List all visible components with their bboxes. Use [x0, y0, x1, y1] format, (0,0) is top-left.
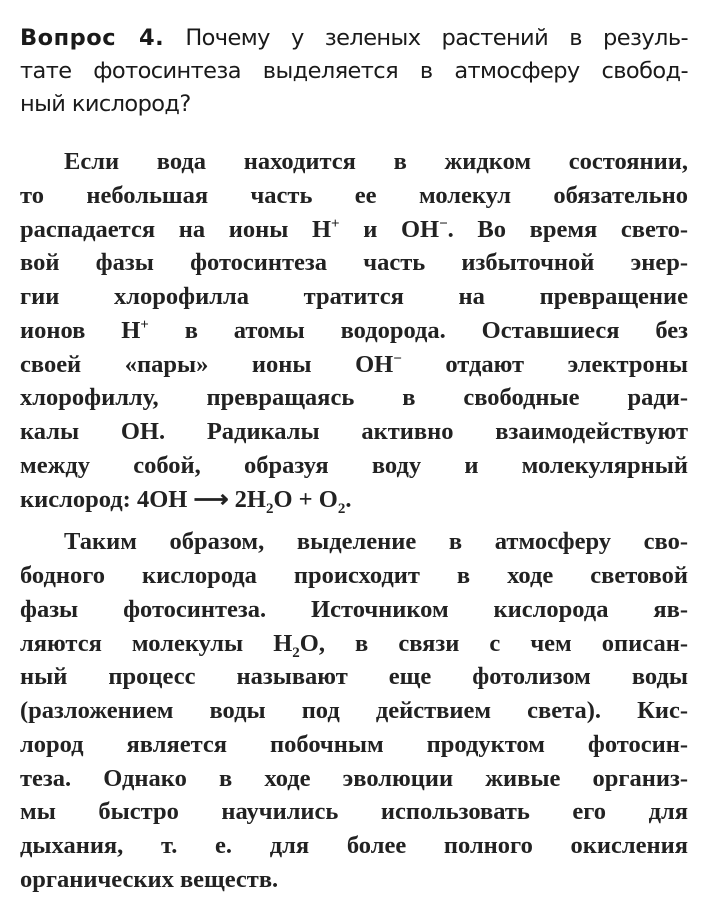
text-run: Таким образом, выделение в атмосферу сво- [64, 528, 688, 556]
text-run: кислород: 4OH ⟶ 2H [20, 485, 266, 513]
paragraph-2-line [20, 795, 688, 829]
text-run: Если вода находится в жидком состоянии, [64, 148, 688, 175]
paragraph-2-line [20, 559, 688, 593]
text-run: калы OH. Радикалы активно взаимодействуют [20, 418, 688, 445]
paragraph-1-line [20, 179, 688, 213]
question-text: Почему у зеленых растений в резуль- [185, 25, 688, 51]
text-run: теза. Однако в ходе эволюции живые организ- [20, 764, 688, 792]
paragraph-1-line [20, 381, 688, 415]
text-run: (разложением воды под действием света). Кис- [20, 697, 688, 724]
text-run: между собой, образуя воду и молекулярный [20, 451, 688, 479]
paragraph-2-line [20, 762, 688, 796]
text-run: O, в связи с чем описан- [299, 629, 688, 657]
question-line [20, 22, 688, 55]
text-run: ный процесс называют еще фотолизом воды [20, 663, 688, 691]
question-line: тате фотосинтеза выделяется в атмосферу свобод- [20, 58, 688, 84]
paragraph-1-line [20, 415, 688, 449]
text-run: ляются молекулы H [20, 629, 293, 657]
subscript: 2 [266, 500, 274, 517]
paragraph-1-line [20, 280, 688, 314]
text-run: ионов H [20, 316, 141, 344]
text-run: распадается на ионы H [20, 215, 332, 243]
paragraph-2-line [20, 694, 688, 728]
text-run: . Во время свето- [447, 215, 688, 243]
text-run: своей «пары» ионы OH [20, 350, 394, 378]
subscript: 2 [292, 644, 300, 661]
text-run: органических веществ. [20, 865, 279, 893]
text-run: отдают электроны [401, 350, 688, 378]
text-run: в атомы водорода. Оставшиеся без [148, 316, 688, 344]
paragraph-2-line [20, 660, 688, 694]
paragraph-1-line [20, 246, 688, 280]
text-run: O + O [273, 485, 338, 513]
paragraph-2-line [20, 863, 688, 897]
text-run: . [345, 485, 352, 513]
text-run: лород является побочным продуктом фотосин- [20, 730, 688, 758]
paragraph-2-line [20, 829, 688, 863]
text-run: то небольшая часть ее молекул обязательно [20, 181, 688, 209]
paragraph-2-line [20, 627, 688, 661]
text-run: дыхания, т. е. для более полного окисления [20, 832, 688, 859]
answer-text [20, 145, 688, 897]
text-run: фазы фотосинтеза. Источником кислорода яв- [20, 595, 688, 623]
superscript: − [393, 350, 402, 367]
question [20, 22, 688, 121]
superscript: + [140, 316, 149, 333]
superscript: − [439, 215, 448, 232]
paragraph-1-line [20, 449, 688, 483]
text-run: мы быстро научились использовать его для [20, 798, 688, 826]
paragraph-1-line [20, 213, 688, 247]
paragraph-2-line [20, 593, 688, 627]
paragraph-1-line [20, 348, 688, 382]
paragraph-1-line [20, 145, 688, 179]
question-line: ный кислород? [20, 91, 191, 117]
paragraph-2-line [20, 525, 688, 559]
superscript: + [331, 215, 340, 232]
paragraph-1-line [20, 483, 688, 517]
paragraph-gap [20, 516, 688, 525]
text-run: гии хлорофилла тратится на превращение [20, 283, 688, 310]
text-run: хлорофиллу, превращаясь в свободные ради- [20, 384, 688, 412]
paragraph-1-line [20, 314, 688, 348]
paragraph-2-line [20, 728, 688, 762]
question-label: Вопрос 4. [20, 25, 165, 51]
text-run: бодного кислорода происходит в ходе световой [20, 562, 688, 589]
text-run: вой фазы фотосинтеза часть избыточной энер- [20, 249, 688, 277]
text-run: и OH [339, 215, 440, 243]
subscript: 2 [337, 500, 346, 517]
